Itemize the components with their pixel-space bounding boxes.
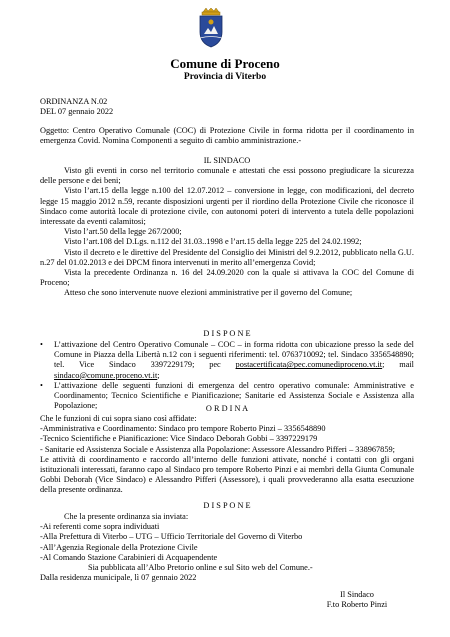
premise-item: Vista la precedente Ordinanza n. 16 del 24.09.2020 con la quale si attivava la COC del Comune di Proceno;	[40, 268, 414, 288]
recipient-item: -All’Agenzia Regionale della Protezione Civile	[40, 542, 198, 552]
dispone-list	[40, 340, 414, 411]
sindaco-heading: IL SINDACO	[203, 156, 251, 165]
dispone2-intro: Che la presente ordinanza sia inviata:	[64, 512, 189, 521]
mail-email-link[interactable]: sindaco@comune.proceno.vt.it	[54, 370, 158, 380]
pec-email-link[interactable]: postacertificata@pec.comunediproceno.vt.it	[235, 360, 383, 370]
dispone-item-text: L’attivazione delle seguenti funzioni di emergenza del centro operativo comunale: Amministrative e Coordinamento; Tecnico Scientifiche e Pianificazione; Sanitarie ed Assistenza Sociale e Assistenza alla Popolazione;	[54, 380, 414, 411]
coat-of-arms-icon	[196, 8, 226, 48]
letterhead	[0, 56, 450, 83]
signature-title: Il Sindaco	[340, 590, 374, 599]
ordinance-reference	[40, 97, 414, 117]
ordina-intro: Che le funzioni di cui sopra siano così affidate:	[40, 414, 197, 423]
recipient-item: -Al Comando Stazione Carabinieri di Acquapendente	[40, 552, 218, 562]
bullet-icon: •	[40, 340, 43, 349]
list-item: • L’attivazione del Centro Operativo Comunale – COC – in forma ridotta con ubicazione presso la sede del Comune in Piazza della Libertà n.12 con i seguenti riferimenti: tel. 0763710092; tel. Sindaco 3356548890; tel. Vice Sindaco 3397229179; pec postacertificata@pec.comunediproceno.vt.it; mail sindaco@comune.proceno.vt.it;	[40, 340, 414, 380]
signature-block	[297, 590, 417, 610]
premise-item: Visto il decreto e le direttive del Presidente del Consiglio dei Ministri del 9.2.2012, pubblicato nella G.U. n.27 del 01.02.2013 e dei DPCM finora intervenuti in merito all’emergenza Covid;	[40, 247, 414, 267]
ordina-item: -Tecnico Scientifiche e Pianificazione: Vice Sindaco Deborah Gobbi – 3397229179	[40, 434, 318, 444]
premise-item: Visto l’art.108 del D.Lgs. n.112 del 31.03..1998 e l’art.15 della legge 225 del 24.02.1992;	[64, 237, 362, 247]
premises	[40, 166, 414, 299]
ordina-item: - Sanitarie ed Assistenza Sociale e Assistenza alla Popolazione: Assessore Alessandro Pifferi – 338967859;	[40, 444, 395, 454]
signature-name: F.to Roberto Pinzi	[326, 600, 388, 610]
dispone-item-text: L’attivazione del Centro Operativo Comunale – COC – in forma ridotta con ubicazione presso la sede del Comune in Piazza della Libertà n.12 con i seguenti riferimenti: tel. 0763710092; tel. Sindaco 3356548890; tel. Vice Sindaco 3397229179; pec	[54, 340, 414, 370]
dispone2-heading: D I S P O N E	[203, 501, 251, 510]
province-subtitle: Provincia di Viterbo	[183, 72, 267, 82]
publication-note: Sia pubblicata all’Albo Pretorio online e sul Sito web del Comune.-	[88, 563, 313, 573]
ordina-section	[40, 414, 414, 496]
recipient-item: -Ai referenti come sopra individuati	[40, 522, 160, 532]
ordina-closing: Le attività di coordinamento e raccordo all’interno delle funzioni attivate, nonché i contatti con gli organi istituzionali interessati, faranno capo al Sindaco pro tempore Roberto Pinzi e ai membri della Giunta Comunale Gobbi Deborah (Vice Sindaco) e Alessandro Pifferi (Assessore), i quali provvederanno alla esatta esecuzione della presente ordinanza.	[40, 454, 414, 495]
premise-item: Atteso che sono intervenute nuove elezioni amministrative per il governo del Comune;	[64, 288, 353, 298]
dispone-heading: D I S P O N E	[203, 329, 251, 338]
premise-item: Visto gli eventi in corso nel territorio comunale e attestati che essi possono pregiudicare la sicurezza delle persone e dei beni;	[40, 166, 414, 186]
ordina-heading: O R D I N A	[205, 404, 249, 413]
municipality-title: Comune di Proceno	[170, 56, 280, 71]
place-date: Dalla residenza municipale, lì 07 gennaio 2022	[40, 573, 197, 583]
premise-item: Visto l’art.50 della legge 267/2000;	[64, 227, 182, 237]
bullet-icon: •	[40, 380, 43, 390]
mail-label: ; mail	[382, 360, 414, 370]
subject: Oggetto: Centro Operativo Comunale (COC) di Protezione Civile in forma ridotta per il coordinamento in emergenza Covid. Nomina Componenti a seguito di cambio amministrazione.-	[40, 126, 414, 146]
ordina-item: -Amministrativa e Coordinamento: Sindaco pro tempore Roberto Pinzi – 3356548890	[40, 424, 326, 434]
recipient-item: -Alla Prefettura di Viterbo – UTG – Ufficio Territoriale del Governo di Viterbo	[40, 532, 303, 542]
premise-item: Visto l’art.15 della legge n.100 del 12.07.2012 – conversione in legge, con modificazioni, del decreto legge 15 maggio 2012 n.59, recante disposizioni urgenti per il riordino della Protezione Civile che riconosce il Sindaco come autorità locale di protezione civile, con autonomi poteri di intervento a tutela delle popolazioni interessate da eventi calamitosi;	[40, 186, 414, 227]
recipients-section	[40, 512, 414, 583]
ordinance-number: ORDINANZA N.02	[40, 97, 108, 106]
ordinance-date: DEL 07 gennaio 2022	[40, 107, 114, 117]
